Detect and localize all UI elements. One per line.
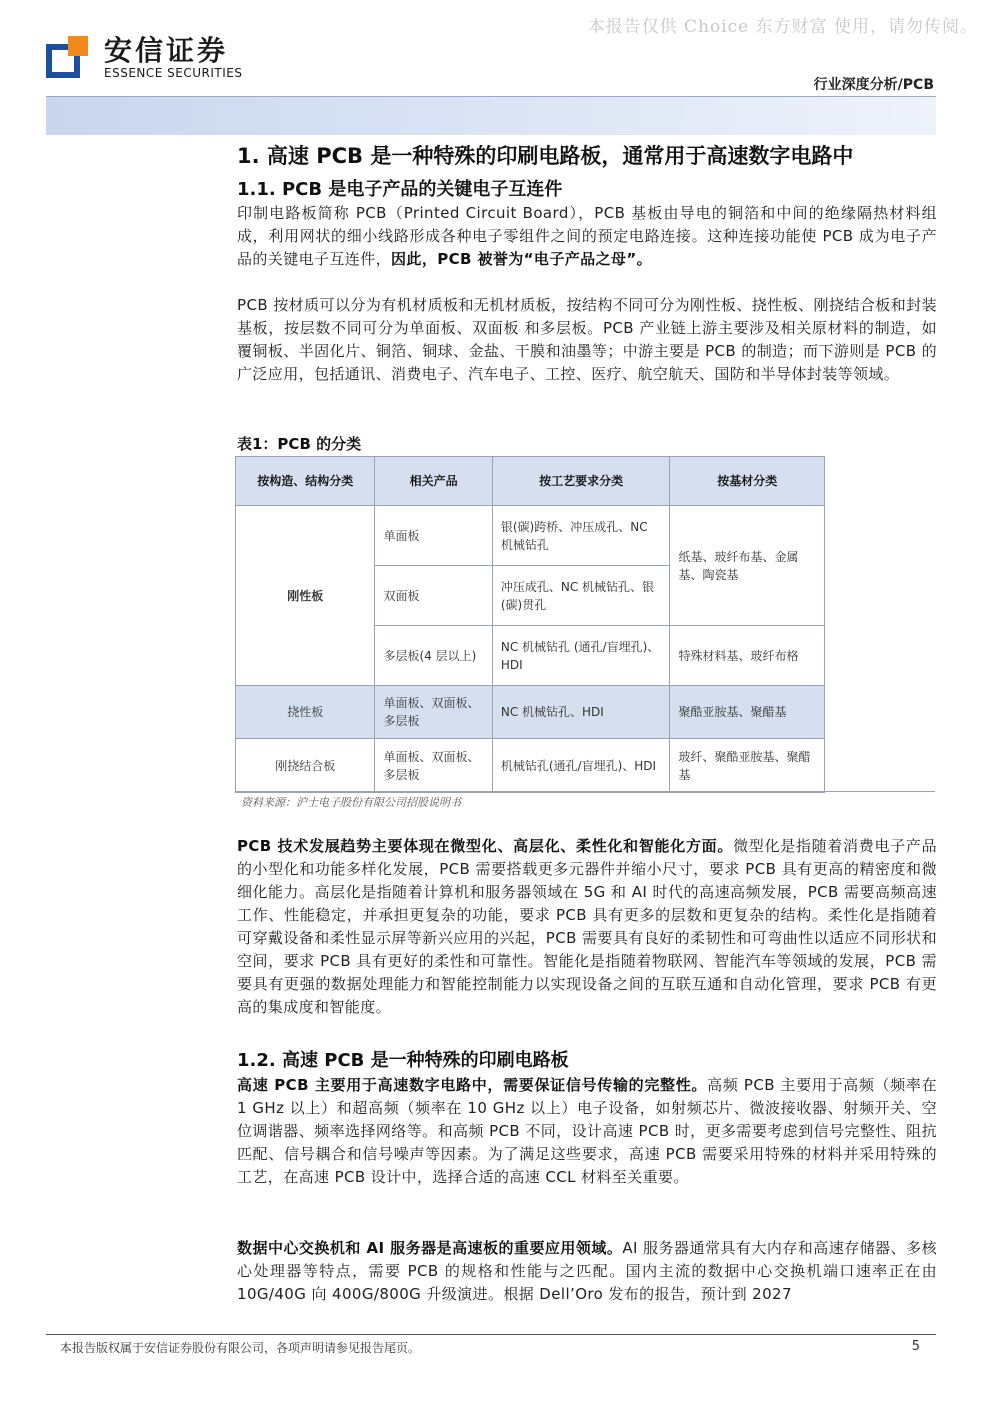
section-1-2-paragraph-1: 高速 PCB 主要用于高速数字电路中，需要保证信号传输的完整性。高频 PCB 主要用于高频（频率在 1 GHz 以上）和超高频（频率在 10 GHz 以上）电子设备，如射频芯片、微波接收器、射频开关、空位调谐器、频率选择网络等。和高频 PCB 不同，设计高速 PCB 时，更多需要考虑到信号完整性、阻抗匹配、信号耦合和信号噪声等因素。为了满足这些要求，高速 PCB 需要采用特殊的材料并采用特殊的工艺，在高速 PCB 设计中，选择合适的高速 CCL 材料至关重要。	[237, 1076, 937, 1186]
table-header: 相关产品	[375, 457, 492, 506]
section-1-1-paragraph-2: PCB 按材质可以分为有机材质板和无机材质板，按结构不同可分为刚性板、挠性板、刚挠结合板和封装基板，按层数不同可分为单面板、双面板 和多层板。PCB 产业链上游主要涉及相关原材料的制造，如覆铜板、半固化片、铜箔、铜球、金盐、干膜和油墨等；中游主要是 PCB 的制造；而下游则是 PCB 的广泛应用，包括通讯、消费电子、汽车电子、工控、医疗、航空航天、国防和半导体封装等领域。	[237, 296, 937, 383]
section-1-2-title: 1.2. 高速 PCB 是一种特殊的印刷电路板	[237, 1050, 569, 1071]
table-source-divider	[235, 791, 935, 792]
group-rigid-flex: 刚挠结合板	[236, 739, 375, 793]
section-1-1-title: 1.1. PCB 是电子产品的关键电子互连件	[237, 179, 563, 200]
section-1-2-paragraph-2: 数据中心交换机和 AI 服务器是高速板的重要应用领域。AI 服务器通常具有大内存和高速存储器、多核心处理器等特点，需要 PCB 的规格和性能与之匹配。国内主流的数据中心交换机端口速率正在由 10G/40G 向 400G/800G 升级演进。根据 Dell’Oro 发布的报告，预计到 2027	[237, 1239, 937, 1303]
cell-process: NC 机械钻孔 (通孔/盲埋孔)、HDI	[492, 626, 670, 686]
cell-process: 银(碳)跨桥、冲压成孔、NC 机械钻孔	[492, 506, 670, 566]
table-row	[236, 686, 825, 739]
cell-product: 单面板	[375, 506, 492, 566]
group-rigid: 刚性板	[236, 506, 375, 686]
trend-paragraph: PCB 技术发展趋势主要体现在微型化、高层化、柔性化和智能化方面。微型化是指随着消费电子产品的小型化和功能多样化发展，PCB 需要搭载更多元器件并缩小尺寸，要求 PCB 具有更高的精密度和微细化能力。高层化是指随着计算机和服务器领域在 5G 和 AI 时代的高速高频发展，PCB 需要高频高速工作、性能稳定，并承担更复杂的功能，要求 PCB 具有更多的层数和更复杂的结构。柔性化是指随着可穿戴设备和柔性显示屏等新兴应用的兴起，PCB 需要具有良好的柔韧性和可弯曲性以适应不同形状和空间，要求 PCB 具有更好的柔性和可靠性。智能化是指随着物联网、智能汽车等领域的发展，PCB 需要具有更强的数据处理能力和智能控制能力以实现设备之间的互联互通和自动化管理，要求 PCB 有更高的集成度和智能度。	[237, 837, 937, 1016]
table-header-row	[236, 457, 825, 506]
table-header: 按基材分类	[670, 457, 825, 506]
table-row	[236, 739, 825, 793]
report-category: 行业深度分析/PCB	[813, 77, 934, 93]
company-logo	[46, 36, 242, 80]
high-speed-bold: 高速 PCB 主要用于高速数字电路中，需要保证信号传输的完整性。	[237, 1076, 708, 1094]
pcb-classification-table	[235, 456, 825, 793]
section-1-1-paragraph-1: 印制电路板简称 PCB（Printed Circuit Board），PCB 基板由导电的铜箔和中间的绝缘隔热材料组成，利用网状的细小线路形成各种电子零组件之间的预定电路连接。这种连接功能使 PCB 成为电子产品的关键电子互连件，因此，PCB 被誉为“电子产品之母”。	[237, 204, 937, 268]
table-header: 按构造、结构分类	[236, 457, 375, 506]
watermark-text: 本报告仅供 Choice 东方财富 使用，请勿传阅。	[587, 17, 978, 37]
table-header: 按工艺要求分类	[492, 457, 670, 506]
cell-substrate: 聚酷亚胺基、聚醋基	[670, 686, 825, 739]
footer-disclaimer: 本报告版权属于安信证券股份有限公司，各项声明请参见报告尾页。	[60, 1341, 421, 1355]
cell-process: NC 机械钻孔、HDI	[492, 686, 670, 739]
pcb-mother-bold: 因此，PCB 被誉为“电子产品之母”。	[391, 250, 652, 268]
table-source: 资料来源：沪士电子股份有限公司招股说明书	[241, 796, 461, 809]
cell-product: 多层板(4 层以上)	[375, 626, 492, 686]
cell-substrate: 特殊材料基、玻纤布格	[670, 626, 825, 686]
cell-product: 单面板、双面板、多层板	[375, 739, 492, 793]
group-flex: 挠性板	[236, 686, 375, 739]
cell-substrate: 玻纤、聚酷亚胺基、聚醋基	[670, 739, 825, 793]
cell-product: 单面板、双面板、多层板	[375, 686, 492, 739]
trend-bold: PCB 技术发展趋势主要体现在微型化、高层化、柔性化和智能化方面。	[237, 837, 734, 855]
logo-name-cn: 安信证券	[104, 34, 229, 67]
table-row	[236, 506, 825, 566]
section-1-title: 1. 高速 PCB 是一种特殊的印刷电路板，通常用于高速数字电路中	[237, 144, 854, 168]
cell-process: 冲压成孔、NC 机械钻孔、银(碳)贯孔	[492, 566, 670, 626]
header-band	[46, 97, 936, 135]
cell-product: 双面板	[375, 566, 492, 626]
datacenter-bold: 数据中心交换机和 AI 服务器是高速板的重要应用领域。	[237, 1239, 623, 1257]
logo-name-en: ESSENCE SECURITIES	[104, 66, 243, 80]
logo-mark-icon	[46, 36, 90, 80]
table-caption: 表1：PCB 的分类	[237, 435, 362, 453]
page-number: 5	[911, 1339, 920, 1354]
cell-substrate: 纸基、玻纤布基、金属基、陶瓷基	[670, 506, 825, 626]
cell-process: 机械钻孔(通孔/盲埋孔)、HDI	[492, 739, 670, 793]
footer-divider	[46, 1334, 936, 1335]
